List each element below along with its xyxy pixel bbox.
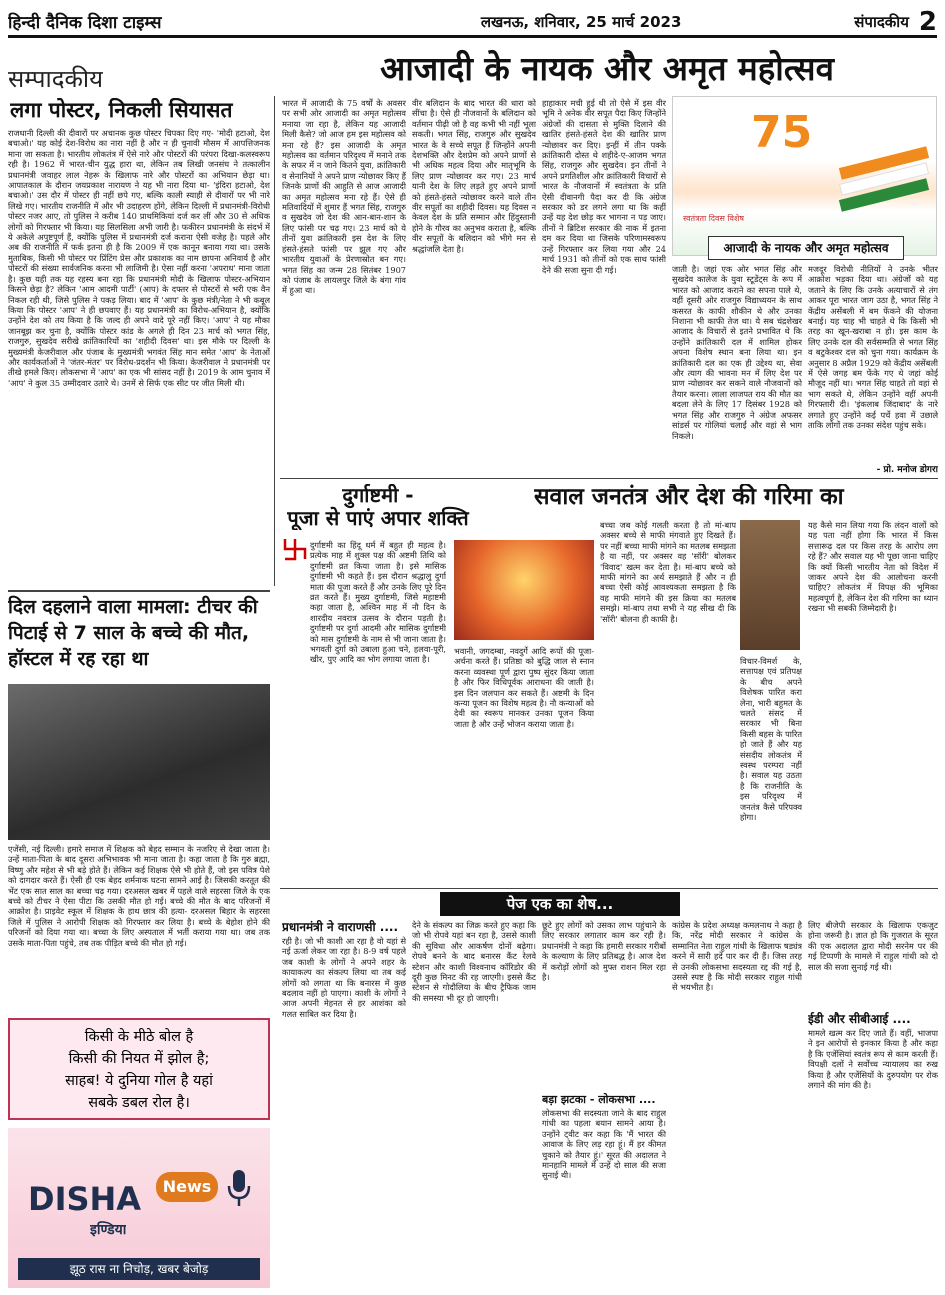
quote-line: किसी के मीठे बोल है [84, 1029, 194, 1045]
azadi-col-2: वीर बलिदान के बाद भारत की धारा को सींचा है। ऐसे ही नौजवानों के बलिदान को वर्तमान पीढ़ी जो है वह कभी भी नहीं भूला सकती। भगत सिंह, राजगुरु और सुखदेव भारत के वे सच्चे सपूत हैं जिन्होंने अपनी देशभक्ति और देशप्रेम को अपने प्राणों से भी अधिक महत्व दिया और मातृभूमि के लिए प्राण न्योछावर कर गए। 23 मार्च यानी देश के लिए लड़ते हुए अपने प्राणों को हंसते-हंसते न्योछावर करने वाले तीन वीर सपूतों का शहीदी दिवस। यह दिवस न केवल देश के प्रति सम्मान और हिंदुस्तानी होने के गौरव का अनुभव कराता है, बल्कि वीर सपूतों के बलिदान को भीगे मन से श्रद्धांजलि देता है। [412, 98, 536, 254]
varanasi-col-3: छूटे हुए लोगों को उसका लाभ पहुंचाने के लिए सरकार लगातार काम कर रही है। प्रधानमंत्री ने कहा कि हमारी सरकार गरीबों के कल्याण के लिए प्रतिबद्ध है। आज देश में करोड़ों लोगों को मुफ्त राशन मिल रहा है। [542, 920, 666, 983]
parliament-photo [740, 520, 800, 650]
section-divider [8, 590, 270, 592]
congress-col-1: कांग्रेस के प्रदेश अध्यक्ष कमलनाथ ने कहा है कि, नरेंद्र मोदी सरकार ने कांग्रेस के सम्मानित नेता राहुल गांधी के खिलाफ षड्यंत्र करने में सारी हदें पार कर दी हैं। जिस तरह से उनकी लोकसभा सदस्यता रद्द की गई है, उससे स्पष्ट है कि मोदी सरकार राहुल गांधी से भयभीत है। [672, 920, 802, 993]
microphone-icon [224, 1168, 254, 1208]
durgashtami-headline [280, 484, 476, 530]
teacher-body: एजेंसी, नई दिल्ली। हमारे समाज में शिक्षक को बेहद सम्मान के नजरिए से देखा जाता है। उन्हें माता-पिता के बाद दूसरा अभिभावक भी माना जाता है। कहा जाता है कि गुरु ब्रह्मा, विष्णु और महेश से भी बड़े होते हैं। लेकिन कई शिक्षक ऐसे भी होते हैं, जो इस पवित्र पेशे को दागदार करते हैं। ऐसी ही एक बेहद शर्मनाक घटना सामने आई है। जिसकी करतूत की भेंट एक सात साल का बच्चा चढ़ गया। दरअसल खबर में पहले वाले सहरसा जिले के एक बच्चे को टीचर ने ऐसा पीटा कि उसकी मौत हो गई। बच्चे की मौत के बाद परिजनों में आक्रोश है। प्राइवेट स्कूल में शिक्षक के हाथ छात्र की हत्या- दरअसल बिहार के सहरसा जिले में पुलिस ने आरोपी शिक्षक को गिरफ्तार कर लिया है। बच्चे के बेहोश होने की परिजनों को दिया गया था। बच्चा के लिए अस्पताल में भर्ती कराया गया था। जब तक उसके माता-पिता पहुंचे, तब तक पीड़ित बच्चे की मौत हो गई। [8, 844, 270, 948]
section-divider [280, 888, 938, 889]
durga-illustration [454, 540, 594, 640]
masthead-right [854, 8, 937, 37]
azadi-col-4: जाती है। जहां एक ओर भगत सिंह और सुखदेव कालेज के युवा स्टूडेंट्स के रूप में भारत को आजाद कराने का सपना पाले थे, वहीं दूसरी ओर राजगुरु विद्याध्ययन के साथ कसरत के काफी शौकीन थे और उनका निशाना भी काफी तेज था। ये सब चंद्रशेखर आजाद के विचारों से इतने प्रभावित थे कि उन्होंने क्रांतिकारी दल में शामिल होकर अपना विशेष स्थान बना लिया था। इन क्रांतिकारी दल का एक ही उद्देश्य था, सेवा और त्याग की भावना मन में लिए देश पर प्राण न्योछावर कर सकने वाले नौजवानों को तैयार करना। लाला लाजपत राय की मौत का बदला लेने के लिए 17 दिसंबर 1928 को भगत सिंह और राजगुरु ने अंग्रेज अफसर सांडर्स पर गोलियां चलाईं और वहां से भाग निकले। [672, 264, 802, 441]
varanasi-col-1: रही है। जो भी काशी आ रहा है वो यहां से नई ऊर्जा लेकर जा रहा है। 8-9 वर्ष पहले जब काशी के लोगों ने अपने शहर के कायाकल्प का संकल्प लिया था तब कई लोगों को लगता था कि बनारस में कुछ बदलाव नहीं हो पाएगा। काशी के लोगों ने आज अपनी मेहनत से हर आशंका को गलत साबित कर दिया है। [282, 936, 406, 1019]
column-divider [274, 96, 275, 586]
congress-col-2: लिए बीजेपी सरकार के खिलाफ एकजुट होना जरूरी है। ज्ञात हो कि गुजरात के सूरत की एक अदालत द्वारा मोदी सरनेम पर की गई टिप्पणी के मामले में राहुल गांधी को दो साल की सजा सुनाई गई थी। [808, 920, 938, 972]
azadi-col-5: मजदूर विरोधी नीतियों ने उनके भीतर आक्रोश भड़का दिया था। अंग्रेजों को यह जताने के लिए कि उनके अत्याचारों से तंग आकर पूरा भारत जाग उठा है, भगत सिंह ने केंद्रीय असेंबली में बम फेंकने की योजना बनाई। यह चाह भी चाहते थे कि किसी भी तरह का खून-खराबा न हो। इस काम के लिए उनके दल की सर्वसम्मति से भगत सिंह व बटुकेश्वर दत्त को चुना गया। कार्यक्रम के अनुसार 8 अप्रैल 1929 को केंद्रीय असेंबली में ऐसे जगह बम फेंके गए थे जहां कोई मौजूद नहीं था। भगत सिंह चाहते तो वहां से भाग सकते थे, लेकिन उन्होंने वहीं अपनी गिरफ्तारी दी। 'इंकलाब जिंदाबाद' के नारे लगाते हुए उन्होंने कई पर्चे हवा में उछाले ताकि लोगों तक उनका संदेश पहुंच सके। [808, 264, 938, 431]
azadi-flag-image [672, 96, 937, 256]
azadi-col-1: भारत में आजादी के 75 वर्षों के अवसर पर सभी ओर आजादी का अमृत महोत्सव मनाया जा रहा है, लेकिन यह आजादी मिली कैसे? जो आज हम इस महोत्सव को मना रहे हैं? इस आजादी के अमृत महोत्सव का वर्तमान परिदृश्य में मनाने तक के सफर में न जाने कितने युवा, क्रांतिकारी व सेनानियों ने अपने प्राण न्योछावर किए हैं जिनके प्राणों की आहुति से आज आजादी का अमृत महोत्सव मना रहे हैं। ऐसे ही मतिवादियों में शुमार हैं भगत सिंह, राजगुरु व सुखदेव जो देश की आन-बान-शान के लिए फांसी पर चढ़ गए। 23 मार्च को ये तीनों युवा क्रांतिकारी इस देश के लिए हंसते-हंसते फांसी पर झूल गए और भारतीय युवाओं के प्रेरणास्रोत बन गए। भगत सिंह का जन्म 28 सितंबर 1907 को पंजाब के लायलपुर जिले के बंगा गांव में हुआ था। [282, 98, 406, 296]
bada-jhatka-headline: बड़ा झटका - लोकसभा .... [542, 1093, 656, 1106]
disha-news-logo [8, 1128, 270, 1288]
logo-news-badge: News [156, 1172, 218, 1202]
quote-line: साहब! ये दुनिया गोल है यहां [65, 1073, 213, 1089]
durgashtami-col-2: भवानी, जगदम्बा, नवदुर्गे आदि रूपों की पूजा-अर्चना करते हैं। प्रतिष्ठा को बुद्धि जाल से स्नान करना व्यवस्था पूर्ण द्वारा पुष्प सुंदर किया जाता है और फिर विधिपूर्वक आराधना की जाती है। इस दिन जलपान कर सकते हैं। अष्टमी के दिन कन्या पूजन का विशेष महत्व है। नौ कन्याओं को देवी का स्वरूप मानकर उनका पूजन किया जाता है और उन्हें भोजन कराया जाता है। [454, 646, 594, 729]
teacher-headline: दिल दहलाने वाला मामला: टीचर की पिटाई से 7 साल के बच्चे की मौत, हॉस्टल में रह रहा था [8, 596, 258, 670]
paper-name: हिन्दी दैनिक दिशा टाइम्स [8, 13, 162, 33]
quote-line: किसी की नियत में झोल है; [68, 1051, 210, 1067]
logo-india-text: इण्डिया [90, 1222, 127, 1238]
banner-headline: आजादी के नायक और अमृत महोत्सव [380, 49, 834, 88]
durgashtami-col-1: दुर्गाष्टमी का हिंदू धर्म में बहुत ही महत्व है। प्रत्येक माह में शुक्ल पक्ष की अष्टमी तिथि को दुर्गाष्टमी व्रत किया जाता है। इसे मासिक दुर्गाष्टमी भी कहते हैं। इस दौरान श्रद्धालु दुर्गा माता की पूजा करते हैं और उनके लिए पूरे दिन व्रत करते हैं। मुख्य दुर्गाष्टमी, जिसे महाष्टमी कहा जाता है, अश्विन माह में नौ दिन के शारदीय नवरात्र उत्सव के दौरान पड़ती है। दुर्गाष्टमी पर दुर्गा आदमी और मासिक दुर्गाष्टमी को मास दुर्गाष्टमी के नाम से भी जाना जाता है। भगवती दुर्गा को उबाला हुआ चने, हलवा-पूरी, खीर, पुए आदि का भोग लगाया जाता है। [310, 540, 446, 665]
quote-box [8, 1018, 270, 1120]
dateline: लखनऊ, शनिवार, 25 मार्च 2023 [480, 12, 682, 31]
section-divider [280, 478, 938, 479]
ed-cbi-headline: ईडी और सीबीआई .... [808, 1012, 911, 1026]
editorial-body: राजधानी दिल्ली की दीवारों पर अचानक कुछ पोस्टर चिपका दिए गए- 'मोदी हटाओ, देश बचाओ।' यह कोई देश-विरोध का नारा नहीं है और न ही चुनावी मौसम में आपत्तिजनक माना जा सकता है। भारतीय लोकतंत्र में ऐसे नारे और पोस्टरों की परंपरा दिखा-कलस्वरूप रही है। 1962 में भारत-चीन युद्ध हारा था, लेकिन तब लिखी जनसंघ ने तत्कालीन प्रधानमंत्री जवाहर लाल नेहरू के खिलाफ नारे और पोस्टरों का अभियान छेड़ा था। आपातकाल के दौरान जयप्रकाश नारायण ने यह भी नारा दिया था- 'इंदिरा हटाओ, देश बचाओ।' उस दौर में पोस्टर ही नहीं छपे गए, बल्कि काली स्याही से दीवारों पर भी नारे लिखे गए। भारतीय राजनीति में और भी उदाहरण होंगे, लेकिन दिल्ली में प्रधानमंत्री-विरोधी पोस्टर नजर आए, तो पुलिस ने करीब 140 प्राथमिकियां दर्ज कर लीं और 30 से अधिक लोगों को गिरफ्तार भी किया। यह सिलसिला अभी जारी है। फकीरन प्रधानमंत्री के संदर्भ में ये अकेले अपुष्टपूर्ण हैं, क्योंकि पुलिस में प्रधानमंत्री दर्ज कराना ऐसी वजेह है। पहले और अब की राजनीति में फर्क इतना ही है कि 2009 में एक कानून बनाया गया था। उसके मुताबिक, किसी भी पोस्टर पर प्रिंटिंग प्रेस और प्रकाशक का नाम छापना अनिवार्य है और पोस्टरों की संख्या सार्वजनिक करना भी लाजिमी है। ऐसा नहीं करना 'अपराध' माना जाता है। कुछ यही तक यह रहस्य बना रहा कि प्रधानमंत्री मोदी के खिलाफ पोस्टर-अभियान किसने छेड़ा है? लेकिन 'आम आदमी पार्टी' (आप) के दफ्तर से पोस्टरों से भरी एक वैन निकल रही थी, जिसे पुलिस ने पकड़ लिया। बाद में 'आप' के कुछ मंत्री/नेता ने भी कबूल किया कि पोस्टर 'आप' ने ही छपवाए हैं। यह प्रधानमंत्री का विरोध-अभियान है, क्योंकि उन्होंने देश को तय किया है कि जल्द ही अपने वादे पूरे नहीं किए। 'आप' ने यह मौका जानबूझ कर चुना है, क्योंकि पोस्टर कांड के अगले ही दिन 23 मार्च को भगत सिंह, राजगुरु, सुखदेव सरीखे क्रांतिकारियों का 'शहीदी दिवस' था। इस मौके पर दिल्ली के मुख्यमंत्री केजरीवाल और पंजाब के मुख्यमंत्री भगवंत सिंह मान समेत 'आप' के नेताओं और कार्यकर्ताओं ने 'जंतर-मंतर' पर विरोध-प्रदर्शन भी किया। केजरीवाल ने प्रधानमंत्री पर तीखे हमले किए। लोकसभा में 'आप' का एक भी सांसद नहीं है। 2019 के आम चुनाव में 'आप' ने कुल 35 उम्मीदवार उतारे थे। उनमें से सिर्फ एक सीट पर जीत मिली थी। [8, 128, 270, 388]
varanasi-headline: प्रधानमंत्री ने वाराणसी .... [282, 920, 399, 934]
sawal-col-2: विचार-विमर्श के, सत्तापक्ष एवं प्रतिपक्ष के बीच अपने विशेषक पारित करा लेना, भारी बहुमत के चलते संसद में सरकार भी बिना किसी बहस के पारित हो जाते हैं और यह संसदीय लोकतंत्र में स्वस्थ परम्परा नहीं है। सवाल यह उठता है कि राजनीति के इस परिदृश्य में जनतंत्र कैसे परिपक्व होगा। [740, 656, 802, 823]
azadi-byline: - प्रो. मनोज डोगरा [876, 465, 938, 475]
varanasi-col-2: देने के संकल्प का जिक्र करते हुए कहा कि जो भी रोपवे यहां बन रहा है, उससे काशी की सुविधा और आकर्षण दोनों बढ़ेगा। रोपवे बनने के बाद बनारस कैंट रेलवे स्टेशन और काशी विश्वनाथ कॉरिडोर की दूरी कुछ मिनट की रह जाएगी। इससे कैंट स्टेशन से गोदौलिया के बीच ट्रैफिक जाम की समस्या भी दूर हो जाएगी। [412, 920, 536, 1003]
sawal-headline: सवाल जनतंत्र और देश की गरिमा का [534, 484, 844, 510]
section-label: सम्पादकीय [8, 65, 104, 93]
section-name: संपादकीय [854, 12, 909, 31]
ed-cbi-body: मामले खत्म कर दिए जाते हैं। वहीं, भाजपा ने इन आरोपों से इनकार किया है और कहा है कि एजेंसियां स्वतंत्र रूप से काम करती हैं। विपक्षी दलों ने सर्वोच्च न्यायालय का रुख किया है और एजेंसियों के दुरुपयोग पर रोक लगाने की मांग की है। [808, 1028, 938, 1091]
quote-line: सबके डबल रोल है। [88, 1095, 190, 1111]
azadi-image-caption: आजादी के नायक और अमृत महोत्सव [708, 236, 904, 260]
logo-main-text: DISHA [28, 1180, 142, 1218]
bada-jhatka-body: लोकसभा की सदस्यता जाने के बाद राहुल गांधी का पहला बयान सामने आया है। उन्होंने ट्वीट कर कहा कि 'मैं भारत की आवाज के लिए लड़ रहा हूं। मैं हर कीमत चुकाने को तैयार हूं।' सूरत की अदालत ने मानहानि मामले में उन्हें दो साल की सजा सुनाई थी। [542, 1108, 666, 1181]
logo-tagline: झूठ रास ना निचोड़, खबर बेजोड़ [18, 1258, 260, 1280]
azadi-col-3: हाहाकार मची हुई थी तो ऐसे में इस वीर भूमि ने अनेक वीर सपूत पैदा किए जिन्होंने अंग्रेजों की दासता से मुक्ति दिलाने की खातिर हंसते-हंसते देश की खातिर प्राण न्योछावर कर दिए। इन्हीं में तीन पक्के क्रांतिकारी दोस्त थे शहीदे-ए-आजम भगत सिंह, राजगुरु और सुखदेव। इन तीनों ने अपने प्रगतिशील और क्रांतिकारी विचारों से भारत के नौजवानों में स्वतंत्रता के प्रति ऐसी दीवानगी पैदा कर दी कि अंग्रेज सरकार को डर लगने लगा था कि कहीं उन्हें यह देश छोड़ कर भागना न पड़ जाए। तीनों ने ब्रिटिश सरकार की नाक में इतना दम कर दिया था जिसके परिणामस्वरूप उन्हें गिरफ्तार कर लिया गया और 24 मार्च 1931 को तीनों को एक साथ फांसी देने की सजा सुना दी गई। [542, 98, 666, 275]
sawal-col-3: यह कैसे मान लिया गया कि लंदन वालों को यह पता नहीं होगा कि भारत में किस सत्तारूढ़ दल पर किस तरह के आरोप लग रहे हैं? और सवाल यह भी पूछा जाना चाहिए कि क्यों किसी भारतीय नेता को विदेश में जाकर अपने देश की आलोचना करनी चाहिए? लोकतंत्र में विपक्ष की भूमिका महत्वपूर्ण है, लेकिन देश की गरिमा का ध्यान रखना भी सबकी जिम्मेदारी है। [808, 520, 938, 614]
page-number: 2 [918, 8, 937, 37]
continued-strip: पेज एक का शेष... [440, 892, 680, 916]
image-small-text: स्वतंत्रता दिवस विशेष [683, 214, 745, 223]
child-photo [8, 684, 270, 840]
durgashtami-headline-line: पूजा से पाएं अपार शक्ति [287, 506, 469, 530]
masthead [8, 8, 937, 38]
editorial-headline: लगा पोस्टर, निकली सियासत [10, 98, 233, 122]
sawal-col-1: बच्चा जब कोई गलती करता है तो मां-बाप अक्सर बच्चे से माफी मंगवाते हुए दिखते हैं। पर नहीं बच्चा माफी मांगने का मतलब समझता है या नहीं, पर अक्सर वह 'सॉरी' बोलकर 'विवाद' खत्म कर देता है। मां-बाप बच्चे को माफी मांगने का अर्थ समझाते हैं और न ही बच्चा ऐसी कोई आवश्यकता समझता है कि वह माफी मांगने की इस क्रिया का मतलब समझे। मां-बाप तथा सभी ने यह सीख दी कि 'सॉरी' बोलना ही काफी है। [600, 520, 736, 624]
durgashtami-headline-line: दुर्गाष्टमी - [342, 484, 414, 507]
azadi-75-logo: 75 [751, 107, 813, 158]
